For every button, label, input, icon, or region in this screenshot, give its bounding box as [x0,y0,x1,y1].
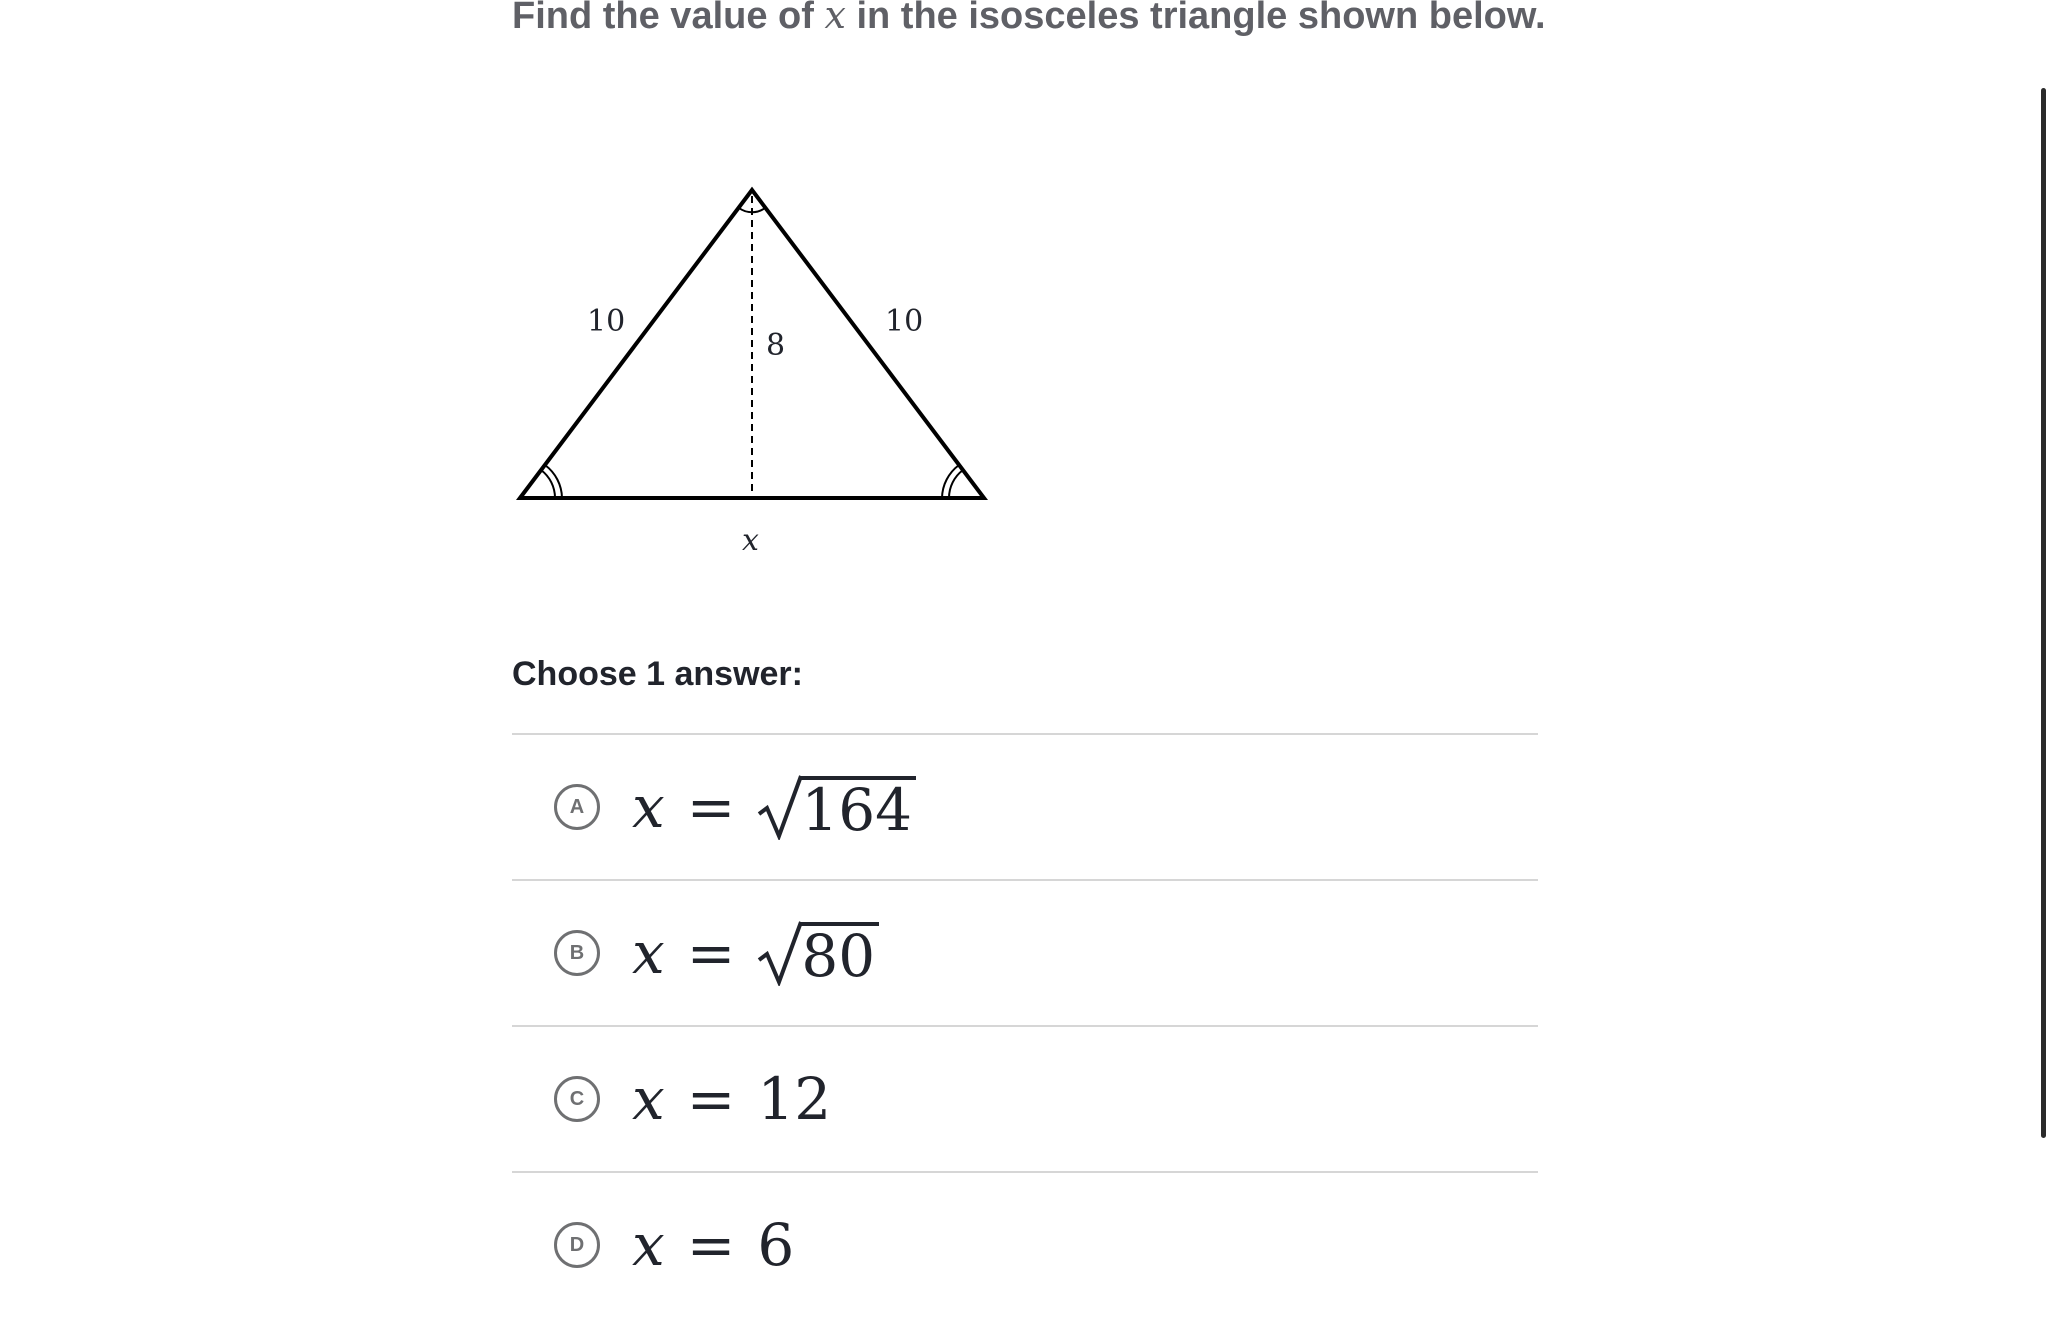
choice-a-radio[interactable]: A [554,784,600,830]
square-root-icon [757,920,803,986]
choice-d[interactable] [512,1173,1538,1317]
question-text-end: in the isosceles triangle shown below. [856,0,1546,37]
square-root-icon [757,774,803,840]
vertical-scrollbar[interactable] [2041,88,2046,1138]
choice-c[interactable] [512,1027,1538,1171]
triangle-outline [520,190,984,498]
choice-a-radicand: 164 [799,776,916,840]
right-base-angle-arc-inner [949,470,963,498]
choice-b[interactable] [512,881,1538,1025]
choice-c-equals: = [686,1065,736,1133]
choice-a[interactable] [512,735,1538,879]
question-text-start: Find the value of [512,0,814,37]
choice-b-expression [632,919,879,990]
choice-b-variable: x [632,919,665,987]
choice-d-radio[interactable]: D [554,1222,600,1268]
choice-c-radio[interactable]: C [554,1076,600,1122]
choice-a-variable: x [632,773,665,841]
apex-angle-arc [739,208,765,212]
base-label: x [742,523,759,558]
question-text [512,0,1552,45]
question-variable: x [824,0,846,37]
choice-a-sqrt [757,774,916,844]
choice-c-value: 12 [757,1065,832,1133]
choice-a-expression [632,773,916,844]
choice-b-equals: = [686,919,736,987]
choice-d-expression [632,1211,794,1279]
choice-a-equals: = [686,773,736,841]
choice-c-variable: x [632,1065,665,1133]
choose-answer-label: Choose 1 answer: [512,655,803,693]
left-base-angle-arc [545,465,562,498]
left-side-label: 10 [587,304,626,339]
choice-b-radicand: 80 [799,922,879,986]
choice-d-value: 6 [757,1211,795,1279]
choice-b-sqrt [757,920,879,990]
choice-c-expression [632,1065,831,1133]
left-base-angle-arc-inner [541,470,555,498]
height-label: 8 [766,328,786,363]
choice-d-equals: = [686,1211,736,1279]
right-side-label: 10 [885,304,924,339]
choice-d-variable: x [632,1211,665,1279]
right-base-angle-arc [942,465,959,498]
choice-b-radio[interactable]: B [554,930,600,976]
